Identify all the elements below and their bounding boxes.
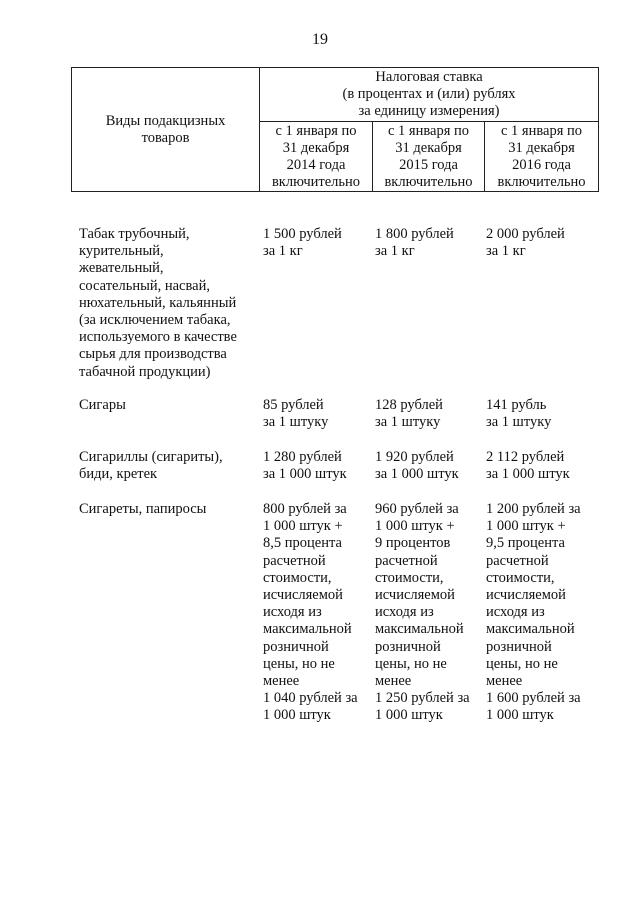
row-rate-2016: 141 рубль за 1 штуку [486,397,552,431]
header-period-2016 [485,122,599,192]
header-kinds-cell [72,68,260,192]
row-rate-2016: 2 112 рублей за 1 000 штук [486,449,570,483]
header-period-line: с 1 января по [501,123,583,139]
header-period-line: 2016 года [512,157,571,173]
row-rate-2015: 128 рублей за 1 штуку [375,397,443,431]
header-period-2014 [260,122,373,192]
row-rate-2016: 2 000 рублей за 1 кг [486,226,565,260]
header-period-line: включительно [271,174,361,190]
row-rate-2014: 1 280 рублей за 1 000 штук [263,449,347,483]
header-period-line: с 1 января по [275,123,357,139]
header-rate-title-line: (в процентах и (или) рублях [342,86,516,102]
page-number: 19 [312,31,328,48]
header-period-line: включительно [384,174,473,190]
row-rate-2014: 85 рублей за 1 штуку [263,397,329,431]
row-name: Табак трубочный, курительный, жевательный, сосательный, насвай, нюхательный, кальянный (за исключением табака, используемого в качестве сырья для производства табачной продукции) [79,226,237,380]
header-rate-title-line: за единицу измерения) [358,103,500,119]
row-rate-2016: 1 200 рублей за 1 000 штук + 9,5 процента расчетной стоимости, исчисляемой исходя из максимальной розничной цены, но не менее 1 600 рублей за 1 000 штук [486,501,581,724]
row-name: Сигареты, папиросы [79,501,207,517]
header-period-line: 31 декабря [508,140,575,156]
rates-table-header [71,67,599,192]
header-period-line: с 1 января по [387,123,469,139]
header-kinds-line: товаров [141,129,190,146]
header-rate-title-line: Налоговая ставка [375,69,483,85]
row-rate-2015: 1 800 рублей за 1 кг [375,226,454,260]
row-name: Сигариллы (сигариты), биди, кретек [79,449,223,483]
header-period-line: 2014 года [286,157,346,173]
header-period-2015 [373,122,485,192]
row-name: Сигары [79,397,126,413]
header-period-line: 31 декабря [395,140,462,156]
header-kinds-line: Виды подакцизных [105,112,226,129]
header-period-line: 31 декабря [282,140,350,156]
header-period-line: включительно [497,174,586,190]
row-rate-2014: 1 500 рублей за 1 кг [263,226,342,260]
row-rate-2015: 960 рублей за 1 000 штук + 9 процентов расчетной стоимости, исчисляемой исходя из максимальной розничной цены, но не менее 1 250 рублей за 1 000 штук [375,501,470,724]
row-rate-2015: 1 920 рублей за 1 000 штук [375,449,459,483]
row-rate-2014: 800 рублей за 1 000 штук + 8,5 процента расчетной стоимости, исчисляемой исходя из максимальной розничной цены, но не менее 1 040 рублей за 1 000 штук [263,501,358,724]
header-period-line: 2015 года [399,157,458,173]
header-rate-title-cell [260,68,599,122]
